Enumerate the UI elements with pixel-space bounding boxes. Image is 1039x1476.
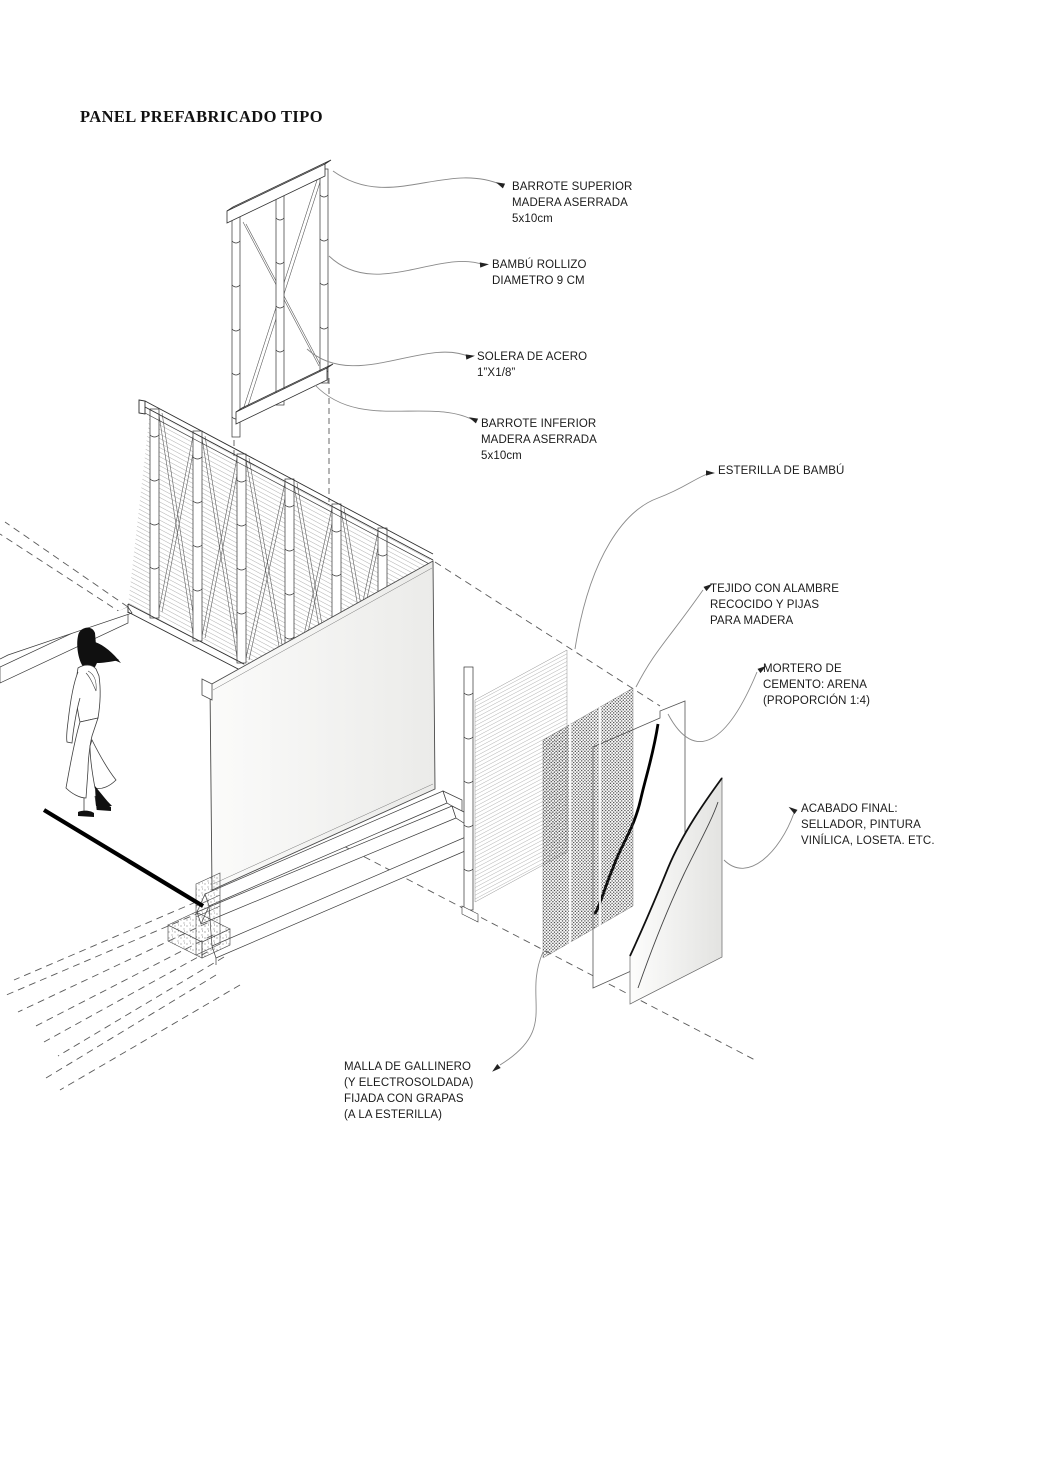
leader-malla xyxy=(500,952,543,1065)
leader-barrote-inferior xyxy=(315,385,475,421)
bamboo-post xyxy=(285,479,294,646)
bamboo-post xyxy=(378,528,387,597)
base-rail-left-extension xyxy=(0,607,132,683)
leader-acabado xyxy=(724,813,794,868)
leader-barrote-superior xyxy=(333,171,502,187)
bottom-rail-barrote-inferior xyxy=(236,364,333,424)
label-bambu-rollizo: BAMBÚ ROLLIZO DIAMETRO 9 CM xyxy=(492,259,587,287)
top-frame xyxy=(227,160,333,437)
label-solera-acero: SOLERA DE ACERO 1”X1/8” xyxy=(477,351,588,379)
bamboo-post xyxy=(193,431,202,641)
leader-tejido xyxy=(636,590,703,687)
bamboo-post xyxy=(232,215,240,437)
label-mortero: MORTERO DE CEMENTO: ARENA (PROPORCIÓN 1:4) xyxy=(763,663,871,707)
bamboo-post xyxy=(150,409,159,618)
label-esterilla: ESTERILLA DE BAMBÚ xyxy=(718,465,845,477)
bamboo-post xyxy=(276,192,284,405)
person-figure xyxy=(66,628,121,817)
label-barrote-inferior: BARROTE INFERIOR MADERA ASERRADA 5x10cm xyxy=(481,418,597,462)
ground-edge-line xyxy=(44,810,203,906)
leader-solera-acero xyxy=(307,349,470,366)
wall-top-rail-end xyxy=(202,679,212,700)
leader-bambu-rollizo xyxy=(329,256,484,274)
page-title: PANEL PREFABRICADO TIPO xyxy=(80,107,323,126)
bamboo-edge-bar xyxy=(464,667,473,910)
bamboo-post xyxy=(237,454,246,663)
bamboo-post xyxy=(332,504,341,621)
shoe xyxy=(78,811,94,817)
bamboo-post xyxy=(320,169,328,383)
label-tejido: TEJIDO CON ALAMBRE RECOCIDO Y PIJAS PARA MADERA xyxy=(710,583,839,627)
leader-esterilla xyxy=(575,473,710,649)
label-acabado: ACABADO FINAL: SELLADOR, PINTURA VINÍLICA, LOSETA. ETC. xyxy=(801,803,935,847)
label-malla: MALLA DE GALLINERO (Y ELECTROSOLDADA) FIJADA CON GRAPAS (A LA ESTERILLA) xyxy=(344,1061,474,1121)
label-barrote-superior: BARROTE SUPERIOR MADERA ASERRADA 5x10cm xyxy=(512,181,633,225)
